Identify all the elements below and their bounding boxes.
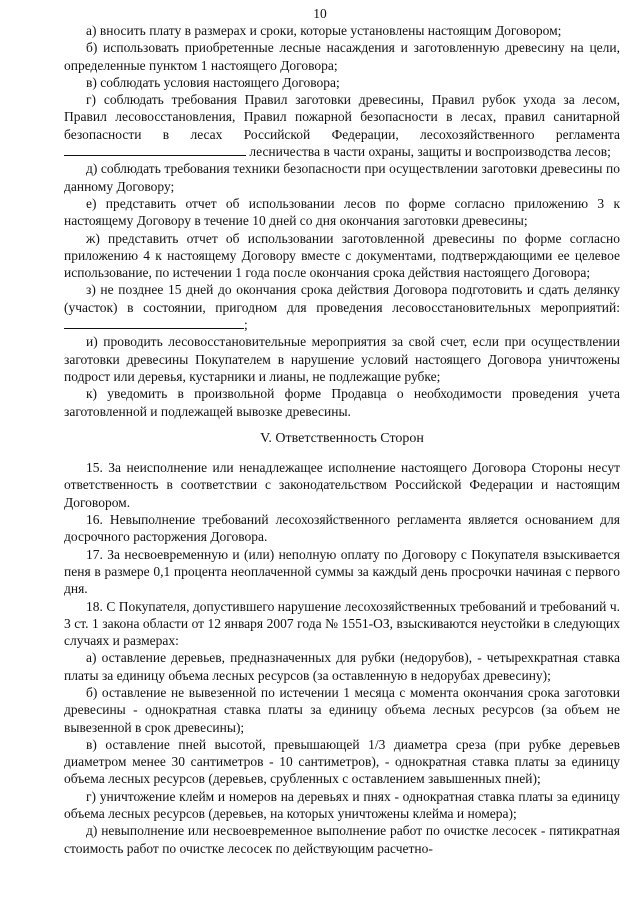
clause-18-b: б) оставление не вывезенной по истечении 1 месяца с момента окончания срока заготовки древесины - однократная ставка платы за единицу объема лесных ресурсов (за объем не вывезенной в срок древесины);: [64, 684, 620, 735]
clause-item-a: а) вносить плату в размерах и сроки, которые установлены настоящим Договором;: [86, 23, 562, 38]
clause-item-d: д) соблюдать требования техники безопасности при осуществлении заготовки древесины по данному Договору;: [64, 161, 620, 194]
clause-item-e: е) представить отчет об использовании лесов по форме согласно приложению 3 к настоящему Договору в течение 10 дней со дня окончания заготовки древесины;: [64, 195, 620, 229]
clause-item-z-tail: ;: [244, 317, 248, 333]
clause-item-i: и) проводить лесовосстановительные мероприятия за свой счет, если при осуществлении заготовки древесины Покупателем в нарушение условий настоящего Договора уничтожены подрост или деревья, кустарники и лианы, не подлежащие рубке;: [64, 334, 620, 384]
clause-18-v: в) оставление пней высотой, превышающей 1/3 диаметра среза (при рубке деревьев диаметром менее 30 сантиметров - 10 сантиметров), - однократная ставка платы за единицу объема лесных ресурсов (деревьев, срубленных с оставлением завышенных пней);: [64, 736, 620, 787]
clause-item-k: к) уведомить в произвольной форме Продавца о необходимости проведения учета заготовленной и подлежащей вывозке древесины.: [64, 386, 620, 419]
clause-17: 17. За несвоевременную и (или) неполную оплату по Договору с Покупателя взыскивается пеня в размере 0,1 процента неоплаченной суммы за каждый день просрочки начиная с первого дня.: [64, 546, 620, 597]
page-number: 10: [313, 6, 327, 21]
blank-line: [64, 143, 246, 156]
blank-line: [186, 316, 244, 329]
clause-item-g: [64, 91, 620, 160]
clause-16: 16. Невыполнение требований лесохозяйственного регламента является основанием для досрочного расторжения Договора.: [64, 512, 620, 545]
section-title: V. Ответственность Сторон: [260, 430, 424, 446]
clause-18-d: д) невыполнение или несвоевременное выполнение работ по очистке лесосек - пятикратная стоимость работ по очистке лесосек по действующим расчетно-: [64, 823, 620, 856]
clause-item-z: [64, 281, 620, 333]
clause-item-g-text: г) соблюдать требования Правил заготовки древесины, Правил рубок ухода за лесом, Правил лесовосстановления, Правил пожарной безопасности в лесах, правил санитарной безопасности в лесах Российской Федерации, лесохозяйственного регламента: [64, 92, 620, 142]
document-body: [64, 22, 620, 857]
blank-line: [64, 316, 186, 329]
clause-15: 15. За неисполнение или ненадлежащее исполнение настоящего Договора Стороны несут ответственность в соответствии с законодательством Российской Федерации и настоящим Договором.: [64, 460, 620, 510]
clause-18-a: а) оставление деревьев, предназначенных для рубки (недорубов), - четырехкратная ставка платы за единицу объема лесных ресурсов (за оставленную в недорубах древесину);: [64, 650, 620, 683]
clause-item-g-tail: лесничества в части охраны, защиты и воспроизводства лесов;: [249, 144, 611, 160]
clause-18-g: г) уничтожение клейм и номеров на деревьях и пнях - однократная ставка платы за единицу объема лесных ресурсов (деревьев, на которых уничтожены клейма и номера);: [64, 788, 620, 822]
clause-item-b: б) использовать приобретенные лесные насаждения и заготовленную древесину на цели, определенные пунктом 1 настоящего Договора;: [64, 40, 620, 73]
clause-item-zh: ж) представить отчет об использовании заготовленной древесины по форме согласно приложению 4 к настоящему Договору вместе с документами, подтверждающими ее целевое использование, по истечении 1 года после окончания срока действия настоящего Договора;: [64, 230, 620, 281]
clause-item-z-text: з) не позднее 15 дней до окончания срока действия Договора подготовить и сдать делянку (участок) в состоянии, пригодном для проведения лесовосстановительных мероприятий:: [64, 282, 620, 315]
clause-item-v: в) соблюдать условия настоящего Договора;: [86, 74, 340, 90]
clause-18: 18. С Покупателя, допустившего нарушение лесохозяйственных требований и требований ч. 3 ст. 1 закона области от 12 января 2007 года № 1551-ОЗ, взыскиваются неустойки в следующих случаях и размерах:: [64, 598, 620, 649]
